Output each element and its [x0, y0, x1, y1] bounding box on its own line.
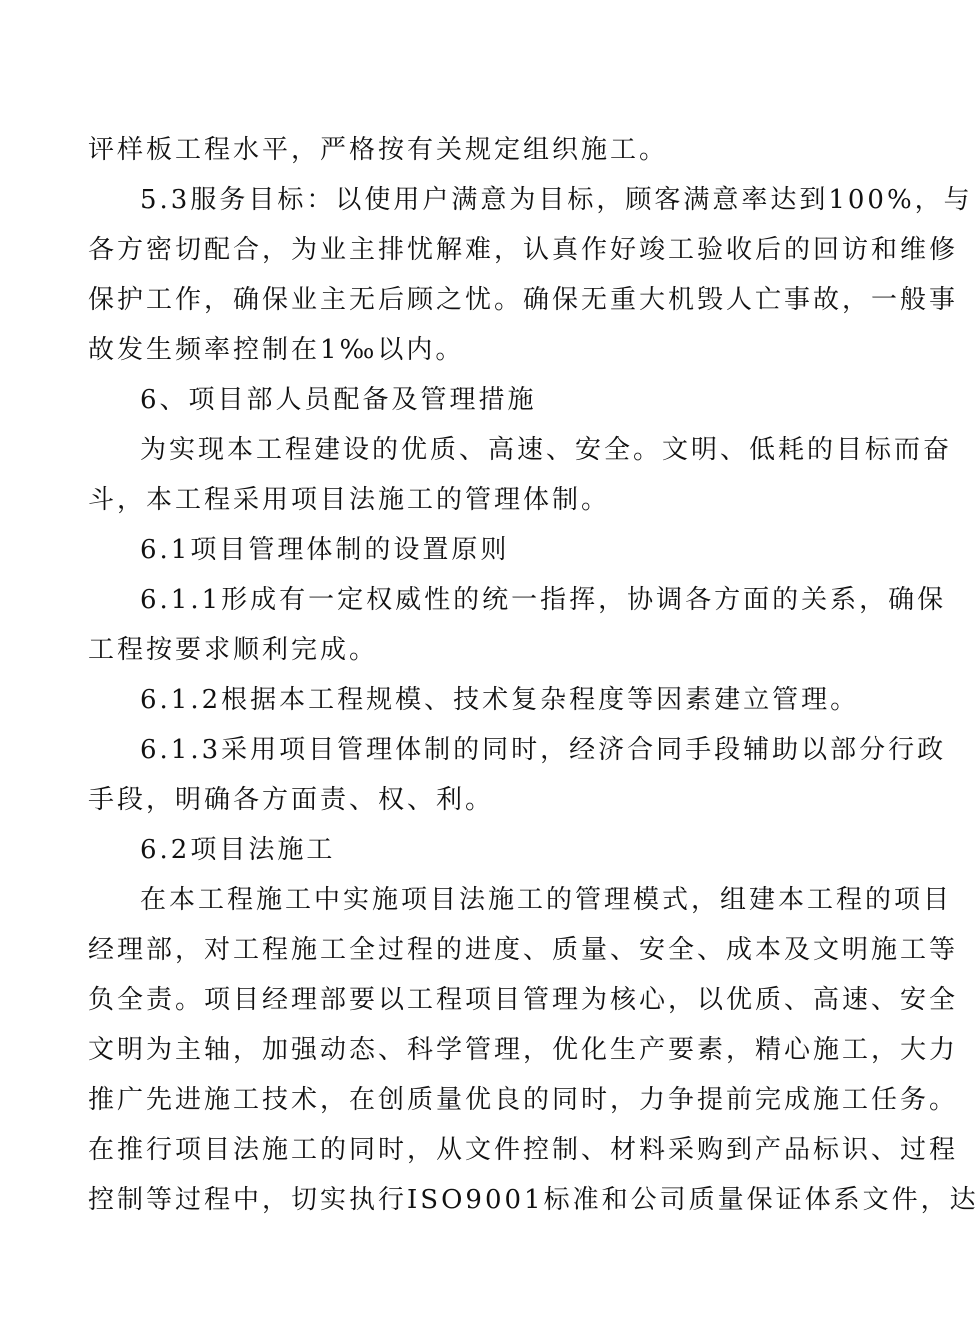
text-line: 6.1.2根据本工程规模、技术复杂程度等因素建立管理。	[140, 685, 860, 715]
text-line: 手段，明确各方面责、权、利。	[88, 785, 495, 815]
text-line: 故发生频率控制在1‰以内。	[88, 335, 465, 365]
text-line: 工程按要求顺利完成。	[88, 635, 379, 665]
text-line: 各方密切配合，为业主排忧解难，认真作好竣工验收后的回访和维修	[88, 235, 959, 265]
text-line: 文明为主轴，加强动态、科学管理，优化生产要素，精心施工，大力	[88, 1035, 959, 1065]
text-line: 在本工程施工中实施项目法施工的管理模式，组建本工程的项目	[140, 885, 953, 915]
text-line: 负全责。项目经理部要以工程项目管理为核心，以优质、高速、安全	[88, 985, 959, 1015]
text-line: 推广先进施工技术，在创质量优良的同时，力争提前完成施工任务。	[88, 1085, 959, 1115]
text-line: 评样板工程水平，严格按有关规定组织施工。	[88, 135, 669, 165]
text-line: 斗，本工程采用项目法施工的管理体制。	[88, 485, 611, 515]
section-heading: 6.1项目管理体制的设置原则	[140, 535, 510, 565]
text-line: 6.1.1形成有一定权威性的统一指挥，协调各方面的关系，确保	[140, 585, 947, 615]
text-line: 6.1.3采用项目管理体制的同时，经济合同手段辅助以部分行政	[140, 735, 947, 765]
text-line: 在推行项目法施工的同时，从文件控制、材料采购到产品标识、过程	[88, 1135, 959, 1165]
text-line: 控制等过程中，切实执行ISO9001标准和公司质量保证体系文件，达	[88, 1185, 979, 1215]
text-line: 保护工作，确保业主无后顾之忧。确保无重大机毁人亡事故，一般事	[88, 285, 959, 315]
section-heading: 6.2项目法施工	[140, 835, 336, 865]
section-heading: 6、项目部人员配备及管理措施	[140, 385, 537, 415]
text-line: 经理部，对工程施工全过程的进度、质量、安全、成本及文明施工等	[88, 935, 959, 965]
text-line: 为实现本工程建设的优质、高速、安全。文明、低耗的目标而奋	[140, 435, 953, 465]
document-body	[88, 125, 979, 1225]
text-line: 5.3服务目标：以使用户满意为目标，顾客满意率达到100%，与	[140, 185, 973, 215]
